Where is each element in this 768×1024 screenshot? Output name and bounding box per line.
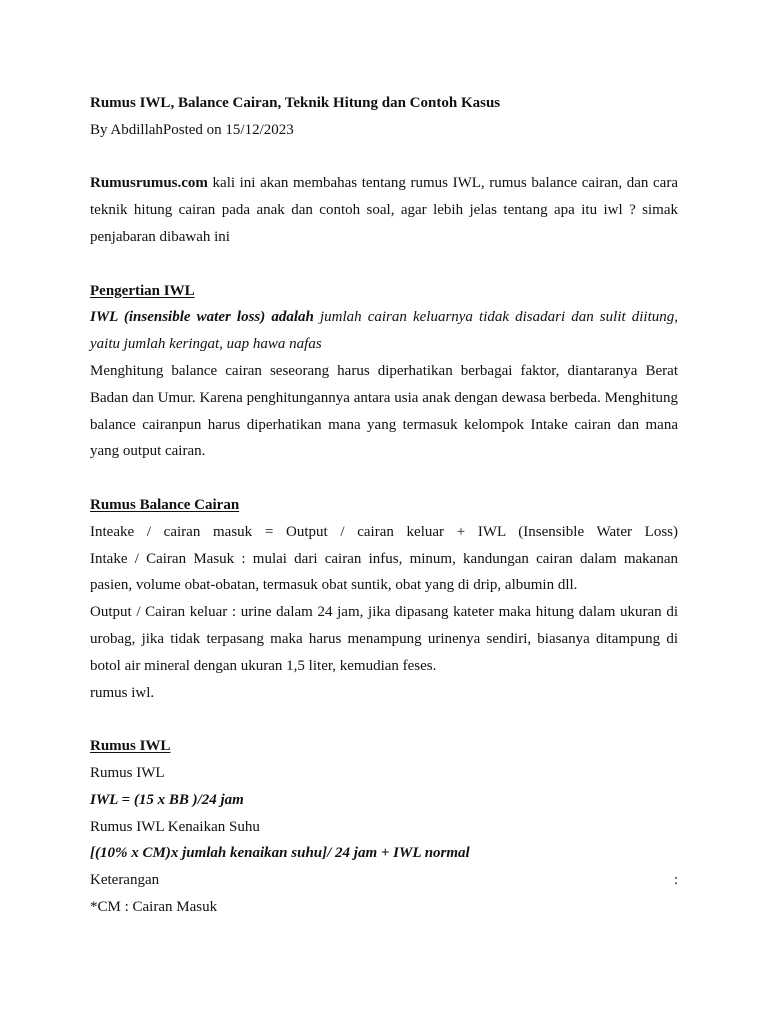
iwl-definition	[90, 304, 678, 358]
spacer	[90, 706, 678, 733]
heading-pengertian-iwl: Pengertian IWL	[90, 282, 195, 299]
output-description: Output / Cairan keluar : urine dalam 24 jam, jika dipasang kateter maka hitung dalam ukuran di urobag, jika tidak terpasang maka harus menampung urinenya sendiri, biasanya ditampung di botol air mineral dengan ukuran 1,5 liter, kemudian feses.	[90, 604, 678, 674]
pengertian-body: Menghitung balance cairan seseorang harus diperhatikan berbagai faktor, diantaranya Berat Badan dan Umur. Karena penghitungannya antara usia anak dengan dewasa berbeda. Menghitung balance cairanpun harus diperhatikan mana yang termasuk kelompok Intake cairan dan mana yang output cairan.	[90, 362, 678, 460]
spacer	[90, 251, 678, 278]
iwl-formula: IWL = (15 x BB )/24 jam	[90, 791, 244, 808]
site-name: Rumusrumus.com	[90, 175, 208, 192]
keterangan-colon: :	[673, 872, 678, 889]
balance-formula: Inteake / cairan masuk = Output / cairan keluar + IWL (Insensible Water Loss)	[90, 523, 678, 540]
rumus-iwl-suhu-label: Rumus IWL Kenaikan Suhu	[90, 818, 260, 835]
intake-description: Intake / Cairan Masuk : mulai dari cairan infus, minum, kandungan cairan dalam makanan pasien, volume obat-obatan, termasuk obat suntik, obat yang di drip, albumin dll.	[90, 550, 678, 594]
rumus-iwl-label: Rumus IWL	[90, 764, 165, 781]
document-page	[90, 90, 678, 921]
cm-note: *CM : Cairan Masuk	[90, 898, 218, 915]
byline: By AbdillahPosted on 15/12/2023	[90, 121, 294, 138]
iwl-definition-term: IWL (insensible water loss) adalah	[90, 309, 314, 326]
spacer	[90, 465, 678, 492]
iwl-suhu-formula: [(10% x CM)x jumlah kenaikan suhu]/ 24 jam + IWL normal	[90, 845, 470, 862]
rumus-iwl-note: rumus iwl.	[90, 684, 155, 701]
keterangan-label: Keterangan	[90, 872, 160, 889]
intro-text: kali ini akan membahas tentang rumus IWL, rumus balance cairan, dan cara teknik hitung cairan pada anak dan contoh soal, agar lebih jelas tentang apa itu iwl ? simak penjabaran dibawah ini	[90, 175, 678, 245]
heading-rumus-balance-cairan: Rumus Balance Cairan	[90, 496, 240, 513]
spacer	[90, 144, 678, 171]
intro-paragraph	[90, 170, 678, 250]
iwl-definition-text: jumlah cairan keluarnya tidak disadari dan sulit diitung, yaitu jumlah keringat, uap hawa nafas	[90, 309, 678, 353]
heading-rumus-iwl: Rumus IWL	[90, 738, 171, 755]
document-title: Rumus IWL, Balance Cairan, Teknik Hitung dan Contoh Kasus	[90, 95, 501, 111]
keterangan-row	[90, 867, 678, 894]
